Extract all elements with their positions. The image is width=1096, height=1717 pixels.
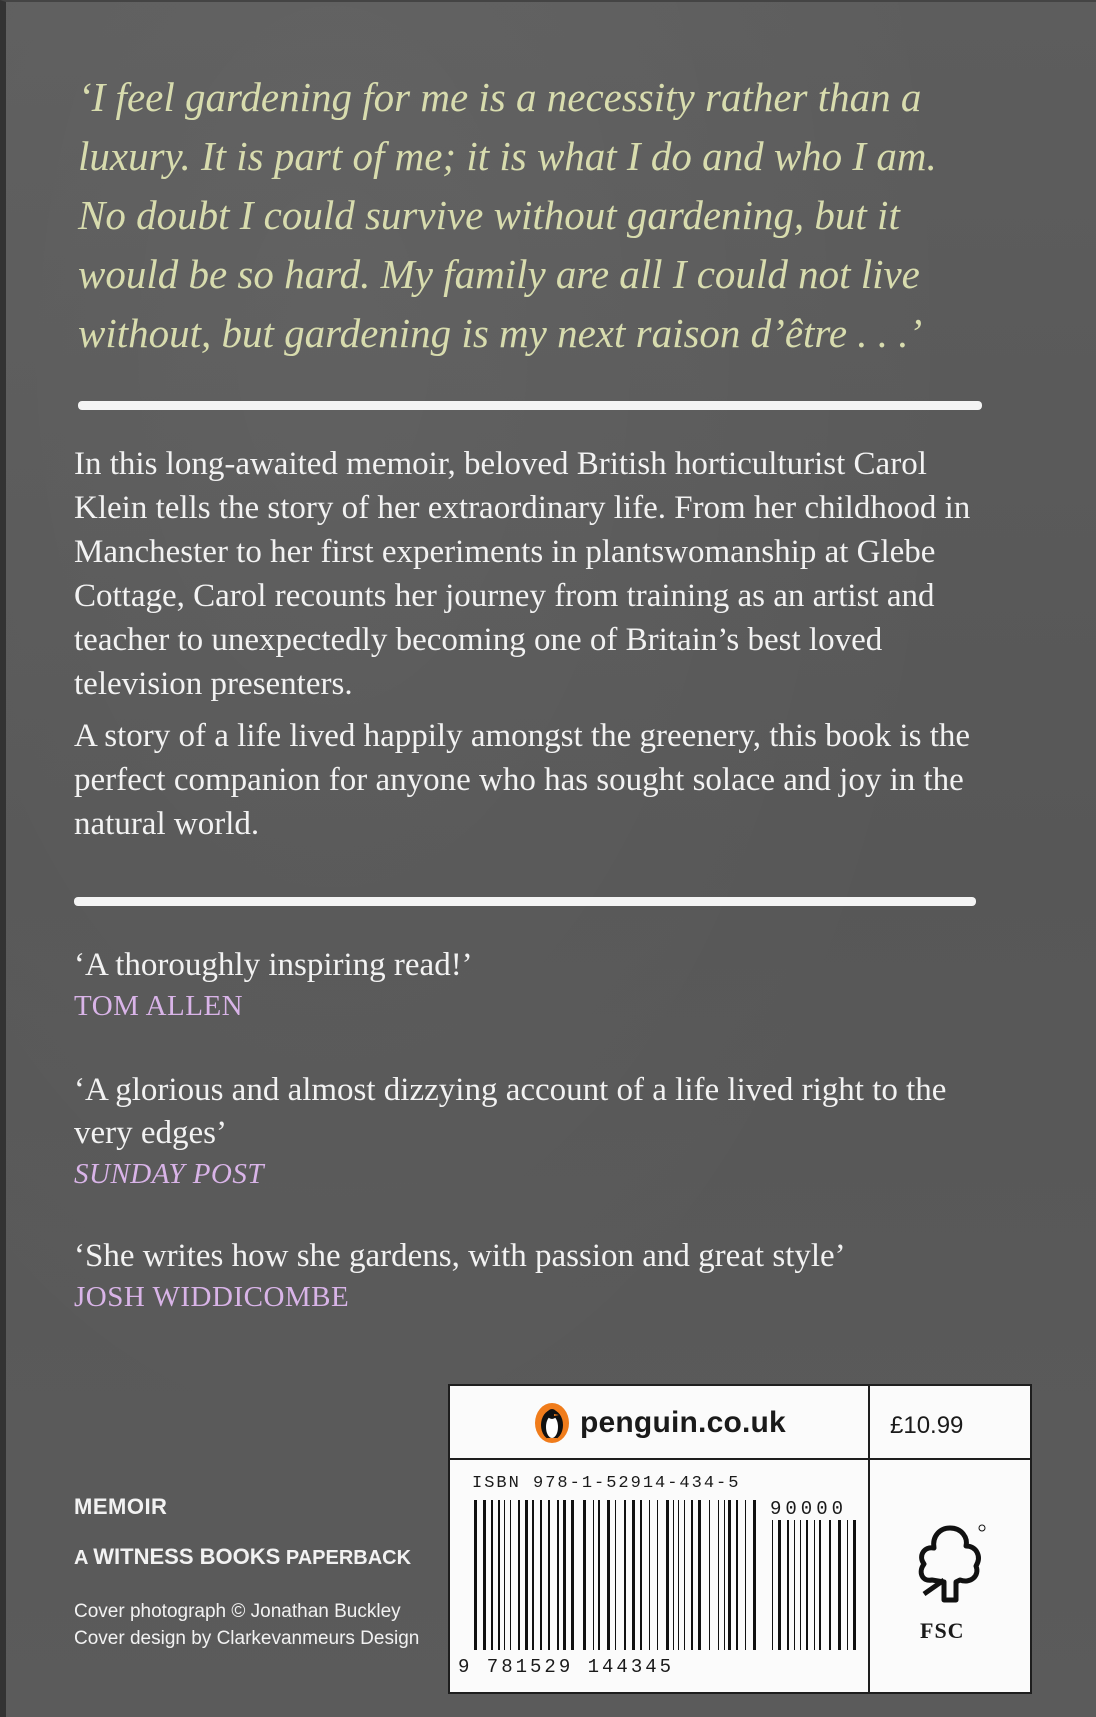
barcode-bar xyxy=(724,1500,725,1650)
review-text: ‘She writes how she gardens, with passion and great style’ xyxy=(74,1238,846,1274)
divider-top xyxy=(78,401,982,410)
barcode-bar xyxy=(678,1500,679,1650)
publisher-website: penguin.co.uk xyxy=(580,1406,786,1439)
barcode-bar xyxy=(753,1500,756,1650)
barcode-bar xyxy=(847,1520,848,1650)
review-1 xyxy=(74,944,974,1025)
design-credit: Cover design by Clarkevanmeurs Design xyxy=(74,1628,420,1649)
barcode-bar xyxy=(474,1500,477,1650)
book-price: £10.99 xyxy=(890,1412,964,1439)
imprint-name: WITNESS BOOKS xyxy=(93,1544,281,1569)
blurb-paragraph-2: A story of a life lived happily amongst the greenery, this book is the perfect companion for anyone who has sought solace and joy in the natural world. xyxy=(74,718,971,842)
imprint-line xyxy=(74,1544,411,1570)
addon-barcode xyxy=(770,1520,856,1650)
barcode-bar xyxy=(691,1500,693,1650)
barcode-bar xyxy=(607,1500,610,1650)
barcode-bar xyxy=(498,1500,500,1650)
isbn-label: ISBN 978-1-52914-434-5 xyxy=(472,1474,741,1493)
barcode-bar xyxy=(525,1500,528,1650)
fsc-tree-icon xyxy=(910,1520,990,1610)
penguin-logo-icon xyxy=(534,1402,570,1444)
barcode-bar xyxy=(698,1500,701,1650)
barcode-bar xyxy=(657,1500,658,1650)
barcode-bar xyxy=(640,1500,642,1650)
barcode-bar xyxy=(598,1500,600,1650)
barcode-bar xyxy=(615,1500,616,1650)
barcode-bar xyxy=(571,1500,574,1650)
barcode-bar xyxy=(806,1520,808,1650)
box-divider xyxy=(868,1386,870,1692)
photo-credit: Cover photograph © Jonathan Buckley xyxy=(74,1601,401,1622)
barcode-bar xyxy=(800,1520,801,1650)
barcode-bar xyxy=(794,1520,795,1650)
barcode-bar xyxy=(673,1500,674,1650)
barcode-bar xyxy=(557,1500,559,1650)
review-source: JOSH WIDDICOMBE xyxy=(74,1281,350,1313)
barcode-bar xyxy=(728,1500,731,1650)
barcode-bar xyxy=(540,1500,542,1650)
barcode-bar xyxy=(532,1500,534,1650)
barcode-bar xyxy=(819,1520,821,1650)
barcode-bar xyxy=(838,1520,841,1650)
barcode-bar xyxy=(632,1500,635,1650)
barcode-bar xyxy=(718,1500,719,1650)
barcode-bar xyxy=(684,1500,685,1650)
barcode-bar xyxy=(504,1500,505,1650)
barcode-bar xyxy=(814,1520,815,1650)
book-blurb xyxy=(74,442,994,854)
fsc-label: FSC xyxy=(920,1618,965,1643)
barcode-bar xyxy=(787,1520,789,1650)
imprint-prefix: A xyxy=(74,1547,88,1569)
price-barcode-box xyxy=(448,1384,1032,1694)
author-quote: ‘I feel gardening for me is a necessity rather than a luxury. It is part of me; it is what I do and who I am. No doubt I could survive without gardening, but it would be so hard. My family are all I could not live without, but gardening is my next raison d’être . . .’ xyxy=(78,74,937,356)
barcode-bar xyxy=(491,1500,493,1650)
barcode-bar xyxy=(745,1500,746,1650)
barcode-bar xyxy=(510,1500,511,1650)
barcode-digits: 9 781529 144345 xyxy=(458,1656,675,1678)
barcode-bar xyxy=(709,1500,710,1650)
barcode-bar xyxy=(736,1500,738,1650)
barcode-bar xyxy=(772,1520,773,1650)
review-text: ‘A thoroughly inspiring read!’ xyxy=(74,947,473,983)
genre-label: MEMOIR xyxy=(74,1494,168,1519)
barcode-bar xyxy=(649,1500,650,1650)
divider-bottom xyxy=(74,897,976,906)
review-text: ‘A glorious and almost dizzying account of a life lived right to the very edges’ xyxy=(74,1072,947,1151)
addon-code: 90000 xyxy=(770,1498,848,1520)
review-3 xyxy=(74,1235,974,1316)
cover-credits xyxy=(74,1598,419,1652)
imprint-suffix: PAPERBACK xyxy=(285,1547,412,1569)
review-2 xyxy=(74,1069,974,1193)
isbn-barcode xyxy=(472,1500,762,1650)
review-source: TOM ALLEN xyxy=(74,990,244,1022)
barcode-bar xyxy=(624,1500,626,1650)
barcode-bar xyxy=(778,1520,781,1650)
barcode-bar xyxy=(593,1500,594,1650)
barcode-bar xyxy=(518,1500,520,1650)
barcode-bar xyxy=(666,1500,669,1650)
barcode-bar xyxy=(853,1520,856,1650)
barcode-bar xyxy=(563,1500,566,1650)
blurb-paragraph-1: In this long-awaited memoir, beloved British horticulturist Carol Klein tells the story of her extraordinary life. From her childhood in Manchester to her first experiments in plantswomanship at Glebe Cottage, Carol recounts her journey from training as an artist and teacher to unexpectedly becoming one of Britain’s best loved television presenters. xyxy=(74,446,971,702)
barcode-bar xyxy=(548,1500,550,1650)
barcode-bar xyxy=(483,1500,486,1650)
barcode-bar xyxy=(583,1500,586,1650)
review-source: SUNDAY POST xyxy=(74,1158,265,1190)
barcode-bar xyxy=(829,1520,831,1650)
